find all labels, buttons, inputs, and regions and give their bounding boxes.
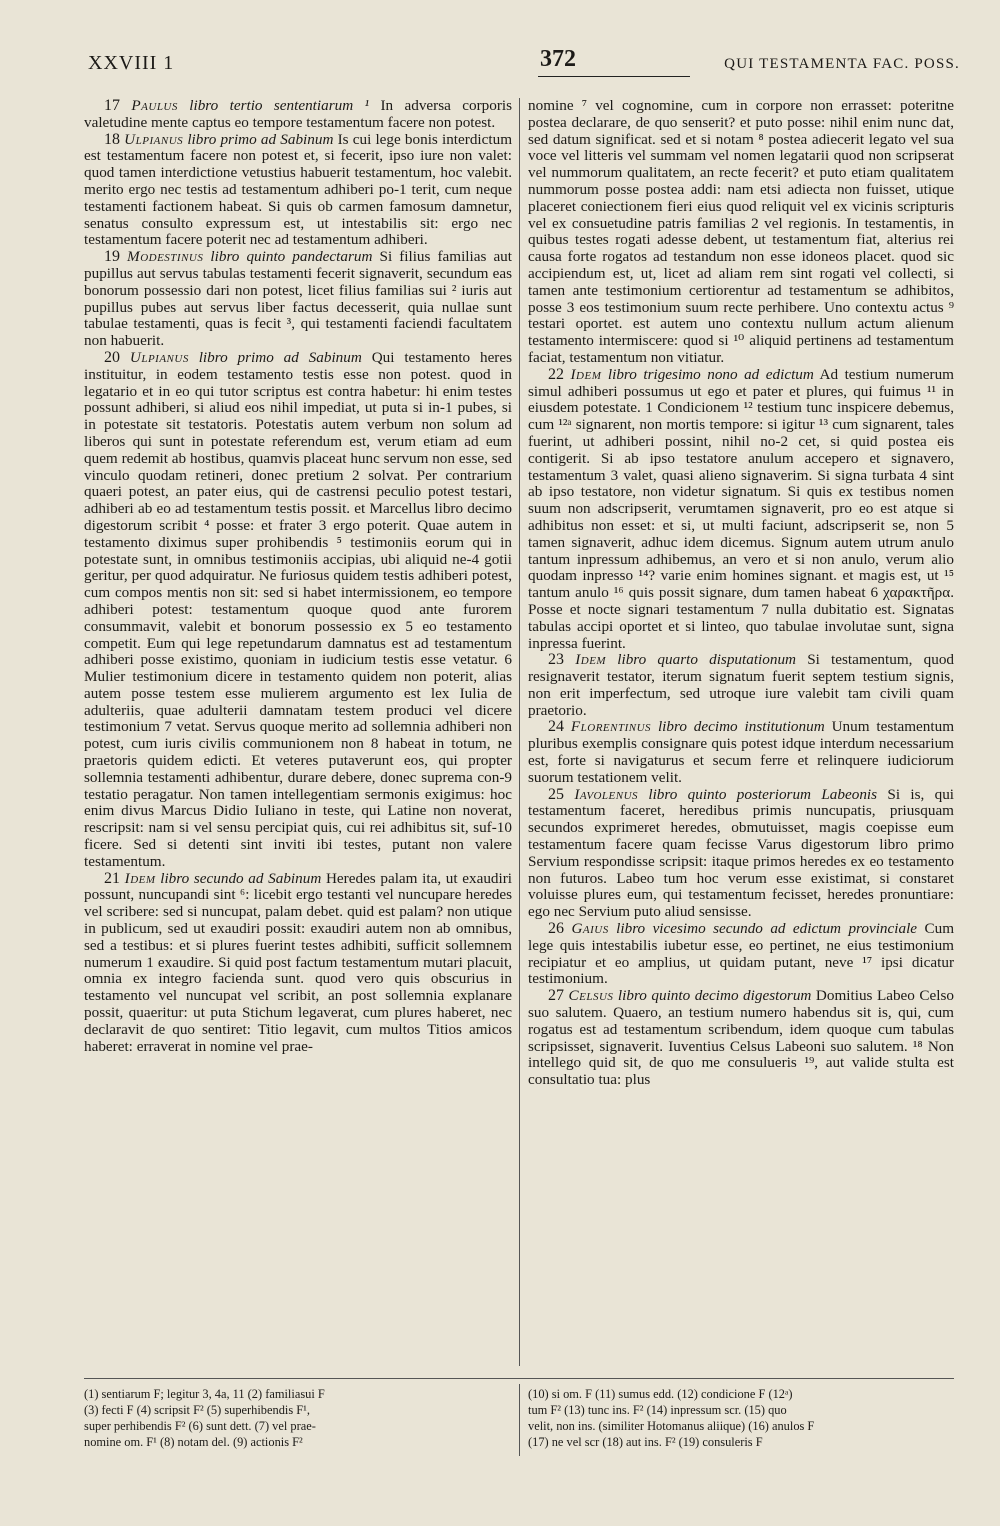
footnote-line: (1) sentiarum F; legitur 3, 4a, 11 (2) familiasui F: [84, 1387, 325, 1401]
footnote-line: tum F² (13) tunc ins. F² (14) inpressum scr. (15) quo: [528, 1403, 787, 1417]
right-text-column: [528, 98, 954, 1089]
footnote-line: (17) ne vel scr (18) aut ins. F² (19) consuleris F: [528, 1435, 763, 1449]
section-title: QUI TESTAMENTA FAC. POSS.: [724, 56, 960, 72]
book-title-reference: XXVIII 1: [88, 52, 175, 74]
footnote-line: (3) fecti F (4) scripsit F² (5) superhibendis F¹,: [84, 1403, 310, 1417]
law-paragraph: 20 Ulpianus libro primo ad Sabinum Qui testamento heres instituitur, in eodem testamento testis esse non potest. quod in legatario et in eo qui tutor scriptus est contra habetur: hi enim testes possunt adhiberi, si aliud eos nihil impediat, ut puta si in-1 pubes, si in potestate sit testatoris. Potestatis autem verbum non solum ad liberos qui sunt in potestate referendum est, verum etiam ad eum quem redemit ab hostibus, quamvis placeat hunc servum non esse, sed vinculo quodam retineri, donec pretium 2 solvat. Per contrarium quaeri potest, an pater eius, qui de castrensi peculio potest testari, adhiberi ab eo ad testamentum testis possit. et Marcellus libro decimo digestorum scribit ⁴ posse: et frater 3 ergo poterit. Quae autem in testamento diximus super prohibendis ⁵ testimoniis eorum qui in potestate sunt, in omnibus testimoniis accipias, ubi aliquid ne-4 gotii geritur, per quod adquiratur. Ne furiosus quidem testis adhiberi potest, cum compos mentis non sit: sed si habet intermissionem, eo tempore adhiberi potest: testamentum quoque quod ante furorem consummavit, valebit et bonorum possessio ex 5 eo testamento competit. Eum qui lege repetundarum damnatus est ad testamentum adhiberi posse existimo, quoniam in iudicium testis esse vetatur. 6 Mulier testimonium dicere in testamento quidem non poterit, alias autem posse testem esse mulierem argumento est lex Iulia de adulteriis, quae adulterii damnatam testem produci vel dicere testimonium 7 vetat. Servus quoque merito ad sollemnia adhiberi non potest, cum iuris civilis communionem non 8 habeat in totum, ne praetoris quidem edicti. Et veteres putaverunt eos, qui propter sollemnia testamenti adhibentur, durare debere, donec suprema con-9 testatio peragatur. Non tamen intellegentiam sermonis exigimus: hoc enim divus Marcus Didio Iuliano in teste, qui Latine non noverat, rescripsit: nam si vel sensu percipiat quis, cui rei adhibitus sit, suf-10 ficere. Sed si detenti sint inviti ibi testes, putant non valere testamentum.: [84, 348, 513, 870]
law-paragraph: 23 Idem libro quarto disputationum Si testamentum, quod resignaverit testator, iterum signatum fuerit septem testium signis, non erit imperfectum, sed utroque iure valebit tam civili quam praetorio.: [528, 651, 955, 719]
law-paragraph: 17 Paulus libro tertio sententiarum ¹ In adversa corporis valetudine mente captus eo tempore testamentum facere non potest.: [84, 97, 513, 131]
footnote-line: velit, non ins. (similiter Hotomanus aliique) (16) anulos F: [528, 1419, 815, 1433]
law-paragraph: 18 Ulpianus libro primo ad Sabinum Is cui lege bonis interdictum est testamentum facere non potest et, si fecerit, ipso iure non valet: quod tamen interdictione vetustius habuerit testamentum, hoc valebit. merito ergo nec testis ad testamentum adhiberi po-1 terit, cum neque testamenti factionem habeat. Si quis ob carmen famosum damnetur, senatus consulto expressum est, ut intestabilis sit: ergo nec testamentum facere poterit nec ad testamentum adhiberi.: [84, 130, 513, 249]
footnote-line: nomine om. F¹ (8) notam del. (9) actionis F²: [84, 1435, 303, 1449]
footnotes-left: [84, 1386, 510, 1450]
column-divider: [519, 98, 520, 1366]
running-header: [88, 46, 960, 82]
law-paragraph: 26 Gaius libro vicesimo secundo ad edictum provinciale Cum lege quis intestabilis iubetur esse, eo pertinet, ne eius testimonium recipiatur et eo amplius, ut quidam putant, neve ¹⁷ ipsi dicatur testimonium.: [528, 920, 955, 988]
law-paragraph: 27 Celsus libro quinto decimo digestorum Domitius Labeo Celso suo salutem. Quaero, an testium numero habendus sit is, qui, cum rogatus est ad testamentum scribendum, idem quoque cum tabulas scripsisset, signaverit. Iuventius Celsus Labeoni suo salutem. ¹⁸ Non intellego quid sit, de quo me consulueris ¹⁹, aut valide stulta est consultatio tua: plus: [528, 987, 954, 1089]
page-number: 372: [540, 46, 576, 72]
footnotes-right: [528, 1386, 954, 1450]
left-text-column: [84, 98, 512, 1055]
law-paragraph: 25 Iavolenus libro quinto posteriorum Labeonis Si is, qui testamentum faceret, heredibus primis nuncupatis, priusquam secundos exprimeret heredes, obmutuisset, magis coepisse eum testamentum facere quam fecisse Varus digestorum libro primo Servium respondisse scripsit: itaque primos heredes ex eo testamento non futuros. Labeo tum hoc verum esse existimat, si constaret voluisse plures eum, qui testamentum fecisset, heredes pronuntiare: ego nec Servium puto aliud sensisse.: [528, 785, 955, 921]
law-paragraph-continuation: nomine ⁷ vel cognomine, cum in corpore non errasset: poteritne postea declarare, de quo senserit? et puto posse: nihil enim nunc dat, sed datum significat. sed et si notam ⁸ postea adiecerit legato vel sua voce vel litteris vel summam vel nomen legatarii quod non scripserat vel nummorum qualitatem, an recte fecerit? et puto etiam qualitatem nummorum posse postea addi: nam etsi adiecta non fuisset, utique placeret coniectionem fieri eius quod reliquit vel ex vicinis scripturis vel ex consuetudine patris familias 2 vel regionis. In testamentis, in quibus testes rogati adesse debent, ut testamentum fiat, alterius rei causa forte rogatos ad testandum non esse idoneos placet. quod sic accipiendum est, ut, licet ad aliam rem sint rogati vel collecti, si tamen ante testimonium certiorentur ad testamentum se adhibitos, posse 3 eos testimonium suum recte perhibere. Uno contextu actus ⁹ testari oportet. est autem uno contextu nullum actum alienum testamento intermiscere: quod si ¹⁰ aliquid pertinens ad testamentum faciat, testamentum non vitiatur.: [528, 97, 954, 366]
footnote-divider: [519, 1384, 520, 1456]
law-paragraph: 24 Florentinus libro decimo institutionum Unum testamentum pluribus exemplis consignare quis potest idque interdum necessarium est, forte si navigaturus et secum ferre et relinquere iudiciorum suorum testationem velit.: [528, 718, 955, 786]
law-paragraph: 19 Modestinus libro quinto pandectarum Si filius familias aut pupillus aut servus tabulas testamenti fecerit signaverit, secundum eas bonorum possessio dari non potest, licet filius familias sui ² iuris aut pupillus pubes aut servus liber factus decesserit, quia nullae sunt tabulae testamenti, quas is fecit ³, qui testamenti faciendi facultatem non habuerit.: [84, 248, 512, 350]
law-paragraph: 22 Idem libro trigesimo nono ad edictum Ad testium numerum simul adhiberi possumus ut ego et pater et plures, qui fuimus ¹¹ in eiusdem potestate. 1 Condicionem ¹² testium tunc inspicere debemus, cum ¹²ᵃ signarent, non mortis tempore: si igitur ¹³ cum signarent, tales fuerint, ut adhiberi possint, nihil no-2 cet, si quid postea eis contigerit. Si ab ipso testatore anulum accepero et signavero, testamentum 3 valet, quasi alieno signaverim. Si signa turbata 4 sint ab ipso testatore, non videtur signatum. Si quis ex testibus nomen suum non adscripserit, verumtamen signaverit, pro eo est atque si adhibitus non esset: et si, ut multi faciunt, adscripserit se, non 5 tamen signaverit, adhuc idem dicemus. Signum autem utrum anulo tantum inpressum adhibemus, an vero et si non anulo, verum alio quodam inpresso ¹⁴? varie enim homines signant. et magis est, ut ¹⁵ tantum anulo ¹⁶ quis possit signare, dum tamen habeat 6 χαρακτῆρα. Posse et nocte signari testamentum 7 nulla dubitatio est. Signatas tabulas accipi oportet et si linteo, quo tabulae involutae sunt, signa inpressa fuerint.: [528, 365, 954, 652]
footnote-rule: [84, 1378, 954, 1379]
footnote-line: super perhibendis F² (6) sunt dett. (7) vel prae-: [84, 1419, 316, 1433]
law-paragraph: 21 Idem libro secundo ad Sabinum Heredes palam ita, ut exaudiri possunt, nuncupandi sint ⁶: licebit ergo testanti vel nuncupare heredes vel scribere: sed si nuncupat, palam debet. quid est palam? non utique in publicum, sed ut exaudiri possit: exaudiri autem non ab omnibus, sed a testibus: et si plures fuerint testes adhibiti, sufficit sollemnem numerum 1 exaudire. Si quid post factum testamentum mutari placuit, omnia ex integro facienda sunt. quod vero quis obscurius in testamento vel nuncupat vel scribit, an post sollemnia explanare possit, quaeritur: ut puta Stichum legaverat, cum plures haberet, nec declaravit de quo sentiret: Titio legavit, cum multos Titios amicos haberet: erraverat in nomine vel prae-: [84, 869, 513, 1055]
footnote-line: (10) si om. F (11) sumus edd. (12) condicione F (12ᵃ): [528, 1387, 793, 1401]
header-rule: [538, 76, 690, 77]
